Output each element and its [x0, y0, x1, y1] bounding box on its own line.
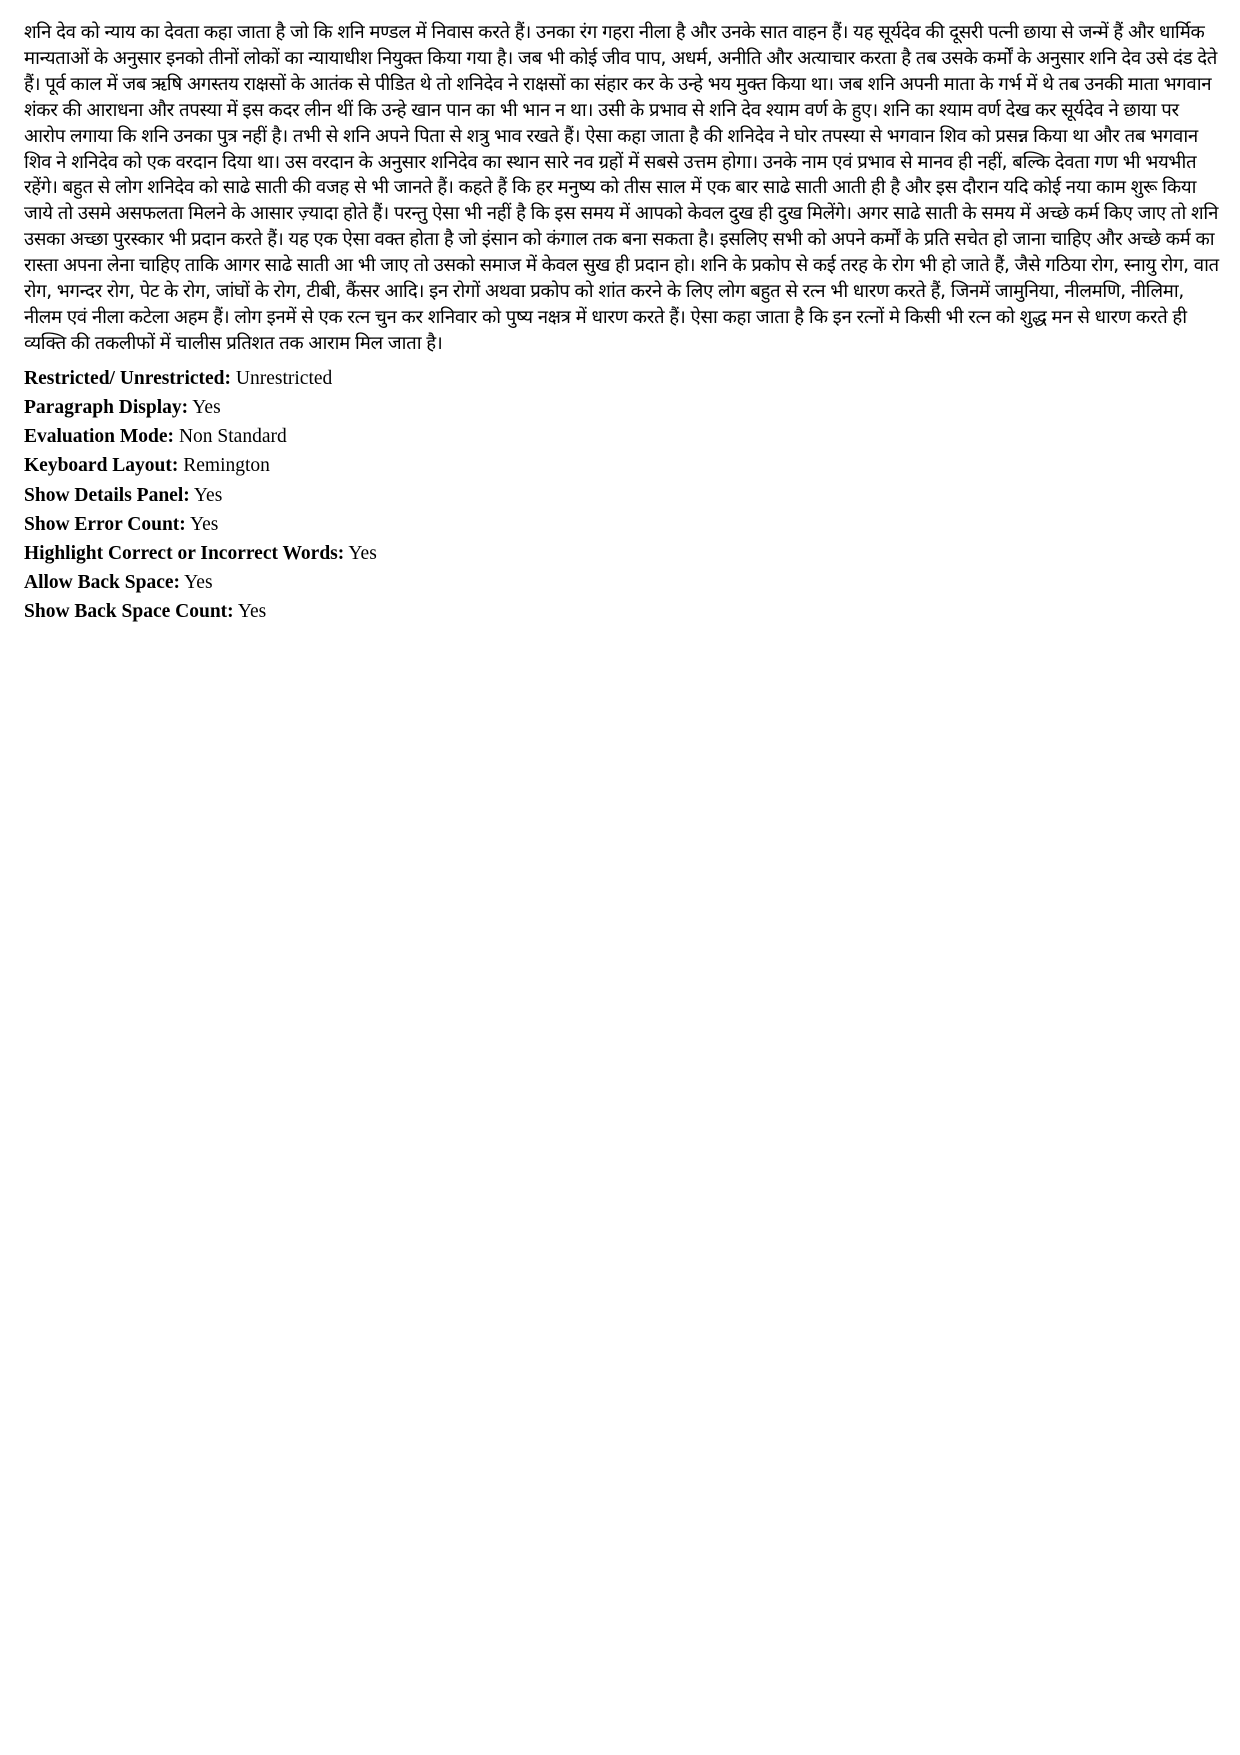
setting-paragraph-display — [24, 393, 1219, 422]
setting-value: Remington — [183, 455, 270, 477]
setting-label: Paragraph Display: — [24, 396, 189, 418]
setting-value: Yes — [189, 513, 219, 535]
setting-label: Restricted/ Unrestricted: — [24, 367, 232, 389]
setting-allow-back-space — [24, 568, 1219, 597]
setting-value: Yes — [348, 543, 377, 564]
setting-value: Non Standard — [178, 426, 287, 448]
document-page — [24, 20, 1219, 627]
setting-label: Show Back Space Count: — [24, 601, 234, 623]
setting-show-details-panel — [24, 481, 1219, 510]
setting-label: Show Error Count: — [24, 513, 186, 535]
setting-value: Yes — [184, 572, 213, 594]
setting-show-back-space-count — [24, 597, 1219, 626]
setting-label: Highlight Correct or Incorrect Words: — [24, 543, 345, 564]
setting-evaluation-mode — [24, 422, 1219, 451]
setting-value: Yes — [193, 484, 223, 506]
setting-restricted — [24, 364, 1219, 393]
setting-label: Allow Back Space: — [24, 572, 180, 594]
setting-keyboard-layout — [24, 451, 1219, 480]
setting-value: Yes — [192, 396, 221, 418]
setting-label: Evaluation Mode: — [24, 426, 175, 448]
setting-value: Unrestricted — [235, 367, 333, 389]
setting-value: Yes — [237, 601, 267, 623]
setting-label: Keyboard Layout: — [24, 455, 179, 477]
setting-highlight-words — [24, 539, 1219, 568]
typing-passage: शनि देव को न्याय का देवता कहा जाता है जो कि शनि मण्डल में निवास करते हैं। उनका रंग गहरा नीला है और उनके सात वाहन हैं। यह सूर्यदेव की दूसरी पत्नी छाया से जन्में हैं और धार्मिक मान्यताओं के अनुसार इनको तीनों लोकों का न्यायाधीश नियुक्त किया गया है। जब भी कोई जीव पाप, अधर्म, अनीति और अत्याचार करता है तब उसके कर्मों के अनुसार शनि देव उसे दंड देते हैं। पूर्व काल में जब ऋषि अगस्तय राक्षसों के आतंक से पीडित थे तो शनिदेव ने राक्षसों का संहार कर के उन्हे भय मुक्त किया था। जब शनि अपनी माता के गर्भ में थे तब उनकी माता भगवान शंकर की आराधना और तपस्या में इस कदर लीन थीं कि उन्हे खान पान का भी भान न था। उसी के प्रभाव से शनि देव श्याम वर्ण के हुए। शनि का श्याम वर्ण देख कर सूर्यदेव ने छाया पर आरोप लगाया कि शनि उनका पुत्र नहीं है। तभी से शनि अपने पिता से शत्रु भाव रखते हैं। ऐसा कहा जाता है की शनिदेव ने घोर तपस्या से भगवान शिव को प्रसन्न किया था और तब भगवान शिव ने शनिदेव को एक वरदान दिया था। उस वरदान के अनुसार शनिदेव का स्थान सारे नव ग्रहों में सबसे उत्तम होगा। उनके नाम एवं प्रभाव से मानव ही नहीं, बल्कि देवता गण भी भयभीत रहेंगे। बहुत से लोग शनिदेव को साढे साती की वजह से भी जानते हैं। कहते हैं कि हर मनुष्य को तीस साल में एक बार साढे साती आती ही है और इस दौरान यदि कोई नया काम शुरू किया जाये तो उसमे असफलता मिलने के आसार ज़्यादा होते हैं। परन्तु ऐसा भी नहीं है कि इस समय में आपको केवल दुख ही दुख मिलेंगे। अगर साढे साती के समय में अच्छे कर्म किए जाए तो शनि उसका अच्छा पुरस्कार भी प्रदान करते हैं। यह एक ऐसा वक्त होता है जो इंसान को कंगाल तक बना सकता है। इसलिए सभी को अपने कर्मों के प्रति सचेत हो जाना चाहिए और अच्छे कर्म का रास्ता अपना लेना चाहिए ताकि आगर साढे साती आ भी जाए तो उसको समाज में केवल सुख ही प्रदान हो। शनि के प्रकोप से कई तरह के रोग भी हो जाते हैं, जैसे गठिया रोग, स्नायु रोग, वात रोग, भगन्दर रोग, पेट के रोग, जांघों के रोग, टीबी, कैंसर आदि। इन रोगों अथवा प्रकोप को शांत करने के लिए लोग बहुत से रत्न भी धारण करते हैं, जिनमें जामुनिया, नीलमणि, नीलिमा, नीलम एवं नीला कटेला अहम हैं। लोग इनमें से एक रत्न चुन कर शनिवार को पुष्य नक्षत्र में धारण करते हैं। ऐसा कहा जाता है कि इन रत्नों मे किसी भी रत्न को शुद्ध मन से धारण करते ही व्यक्ति की तकलीफों में चालीस प्रतिशत तक आराम मिल जाता है। — [24, 22, 1219, 354]
setting-label: Show Details Panel: — [24, 484, 190, 506]
test-settings-list — [24, 364, 1219, 627]
setting-show-error-count — [24, 510, 1219, 539]
